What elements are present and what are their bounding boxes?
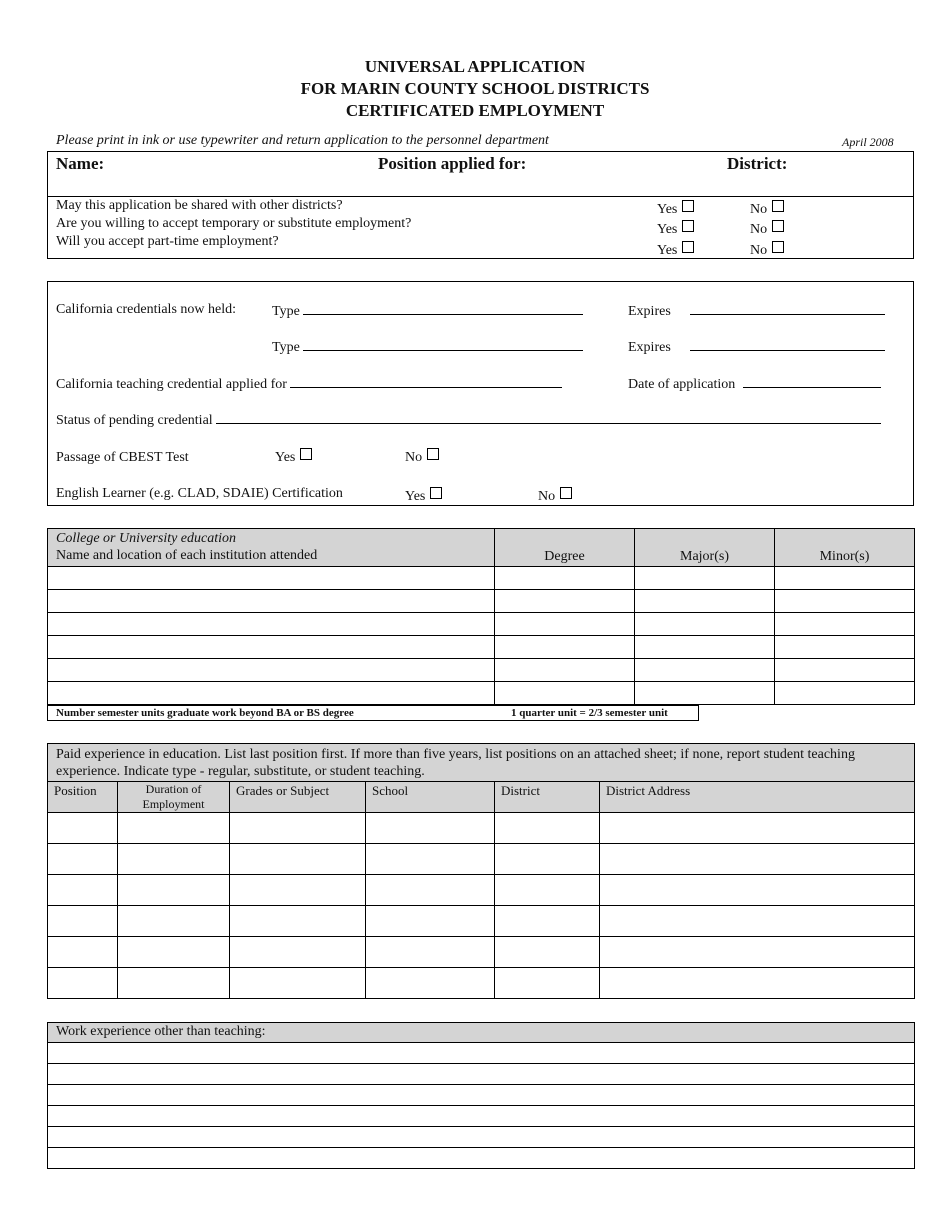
district-header: District	[495, 782, 600, 813]
table-row[interactable]	[48, 659, 915, 682]
credentials-held-label: California credentials now held:	[56, 302, 236, 317]
checkbox[interactable]	[427, 448, 439, 460]
credential-expires-1-field[interactable]	[690, 302, 885, 315]
credential-type-1-field[interactable]	[303, 302, 583, 315]
district-label: District:	[727, 154, 788, 173]
credential-type-1: Type	[272, 302, 583, 320]
checkbox[interactable]	[772, 220, 784, 232]
major-header: Major(s)	[635, 529, 775, 567]
credentials-box	[47, 281, 914, 506]
table-row[interactable]	[48, 1148, 915, 1169]
education-table	[47, 528, 915, 705]
degree-header: Degree	[495, 529, 635, 567]
pending-credential-field[interactable]	[216, 411, 881, 424]
table-row[interactable]	[48, 813, 915, 844]
table-row[interactable]	[48, 613, 915, 636]
paid-experience-header-row	[48, 782, 915, 813]
temporary-yes[interactable]: Yes	[657, 220, 694, 238]
work-experience-header: Work experience other than teaching:	[48, 1023, 915, 1043]
table-row[interactable]	[48, 1064, 915, 1085]
checkbox[interactable]	[772, 241, 784, 253]
share-no[interactable]: No	[750, 200, 784, 218]
table-row[interactable]	[48, 590, 915, 613]
question-share: May this application be shared with other districts?	[56, 198, 343, 213]
temporary-no[interactable]: No	[750, 220, 784, 238]
table-row[interactable]	[48, 1106, 915, 1127]
credential-applied-field[interactable]	[290, 375, 562, 388]
checkbox[interactable]	[772, 200, 784, 212]
units-note-box	[47, 705, 699, 721]
paid-experience-intro: Paid experience in education. List last position first. If more than five years, list positions on an attached sheet; if none, report student teaching experience. Indicate type - regular, substitute, or student teaching.	[48, 744, 915, 782]
work-experience-table	[47, 1022, 915, 1169]
table-row[interactable]	[48, 937, 915, 968]
date-of-application-field[interactable]	[743, 375, 881, 388]
applicant-info-box	[47, 151, 914, 259]
credential-type-2: Type	[272, 338, 583, 356]
minor-header: Minor(s)	[775, 529, 915, 567]
cbest-yes[interactable]: Yes	[275, 448, 312, 466]
checkbox[interactable]	[682, 200, 694, 212]
district-address-header: District Address	[600, 782, 915, 813]
duration-header: Duration of Employment	[118, 782, 230, 813]
school-header: School	[366, 782, 495, 813]
credential-type-2-field[interactable]	[303, 338, 583, 351]
credential-expires-2: Expires	[628, 338, 885, 356]
work-experience-header-row	[48, 1023, 915, 1043]
form-title-line2: FOR MARIN COUNTY SCHOOL DISTRICTS	[300, 79, 650, 98]
paid-experience-intro-row	[48, 744, 915, 782]
paid-experience-table	[47, 743, 915, 999]
credential-applied: California teaching credential applied for	[56, 375, 562, 393]
checkbox[interactable]	[682, 220, 694, 232]
share-yes[interactable]: Yes	[657, 200, 694, 218]
form-title-line3: CERTIFICATED EMPLOYMENT	[345, 101, 605, 120]
question-temporary: Are you willing to accept temporary or substitute employment?	[56, 216, 412, 231]
table-row[interactable]	[48, 844, 915, 875]
question-part-time: Will you accept part-time employment?	[56, 234, 279, 249]
table-row[interactable]	[48, 906, 915, 937]
el-cert-no[interactable]: No	[538, 487, 572, 505]
table-row[interactable]	[48, 1043, 915, 1064]
part-time-no[interactable]: No	[750, 241, 784, 259]
table-row[interactable]	[48, 1085, 915, 1106]
part-time-yes[interactable]: Yes	[657, 241, 694, 259]
table-row[interactable]	[48, 567, 915, 590]
pending-credential: Status of pending credential	[56, 411, 881, 429]
cbest-no[interactable]: No	[405, 448, 439, 466]
el-cert-label: English Learner (e.g. CLAD, SDAIE) Certification	[56, 486, 343, 501]
el-cert-yes[interactable]: Yes	[405, 487, 442, 505]
grades-header: Grades or Subject	[230, 782, 366, 813]
date-of-application: Date of application	[628, 375, 881, 393]
cbest-label: Passage of CBEST Test	[56, 450, 189, 465]
table-row[interactable]	[48, 875, 915, 906]
checkbox[interactable]	[430, 487, 442, 499]
table-row[interactable]	[48, 636, 915, 659]
divider	[48, 196, 913, 197]
table-row[interactable]	[48, 1127, 915, 1148]
position-header: Position	[48, 782, 118, 813]
table-row[interactable]	[48, 968, 915, 999]
form-date: April 2008	[842, 135, 894, 149]
institution-header: College or University education Name and location of each institution attended	[48, 529, 495, 567]
checkbox[interactable]	[682, 241, 694, 253]
credential-expires-2-field[interactable]	[690, 338, 885, 351]
checkbox[interactable]	[300, 448, 312, 460]
table-row[interactable]	[48, 682, 915, 705]
checkbox[interactable]	[560, 487, 572, 499]
name-label: Name:	[56, 154, 105, 173]
quarter-note: 1 quarter unit = 2/3 semester unit	[511, 707, 668, 719]
instructions: Please print in ink or use typewriter and return application to the personnel department	[56, 133, 549, 148]
position-label: Position applied for:	[378, 154, 527, 173]
credential-expires-1: Expires	[628, 302, 885, 320]
form-title-line1: UNIVERSAL APPLICATION	[364, 57, 586, 76]
units-note: Number semester units graduate work beyond BA or BS degree	[56, 707, 354, 719]
education-header-row	[48, 529, 915, 567]
